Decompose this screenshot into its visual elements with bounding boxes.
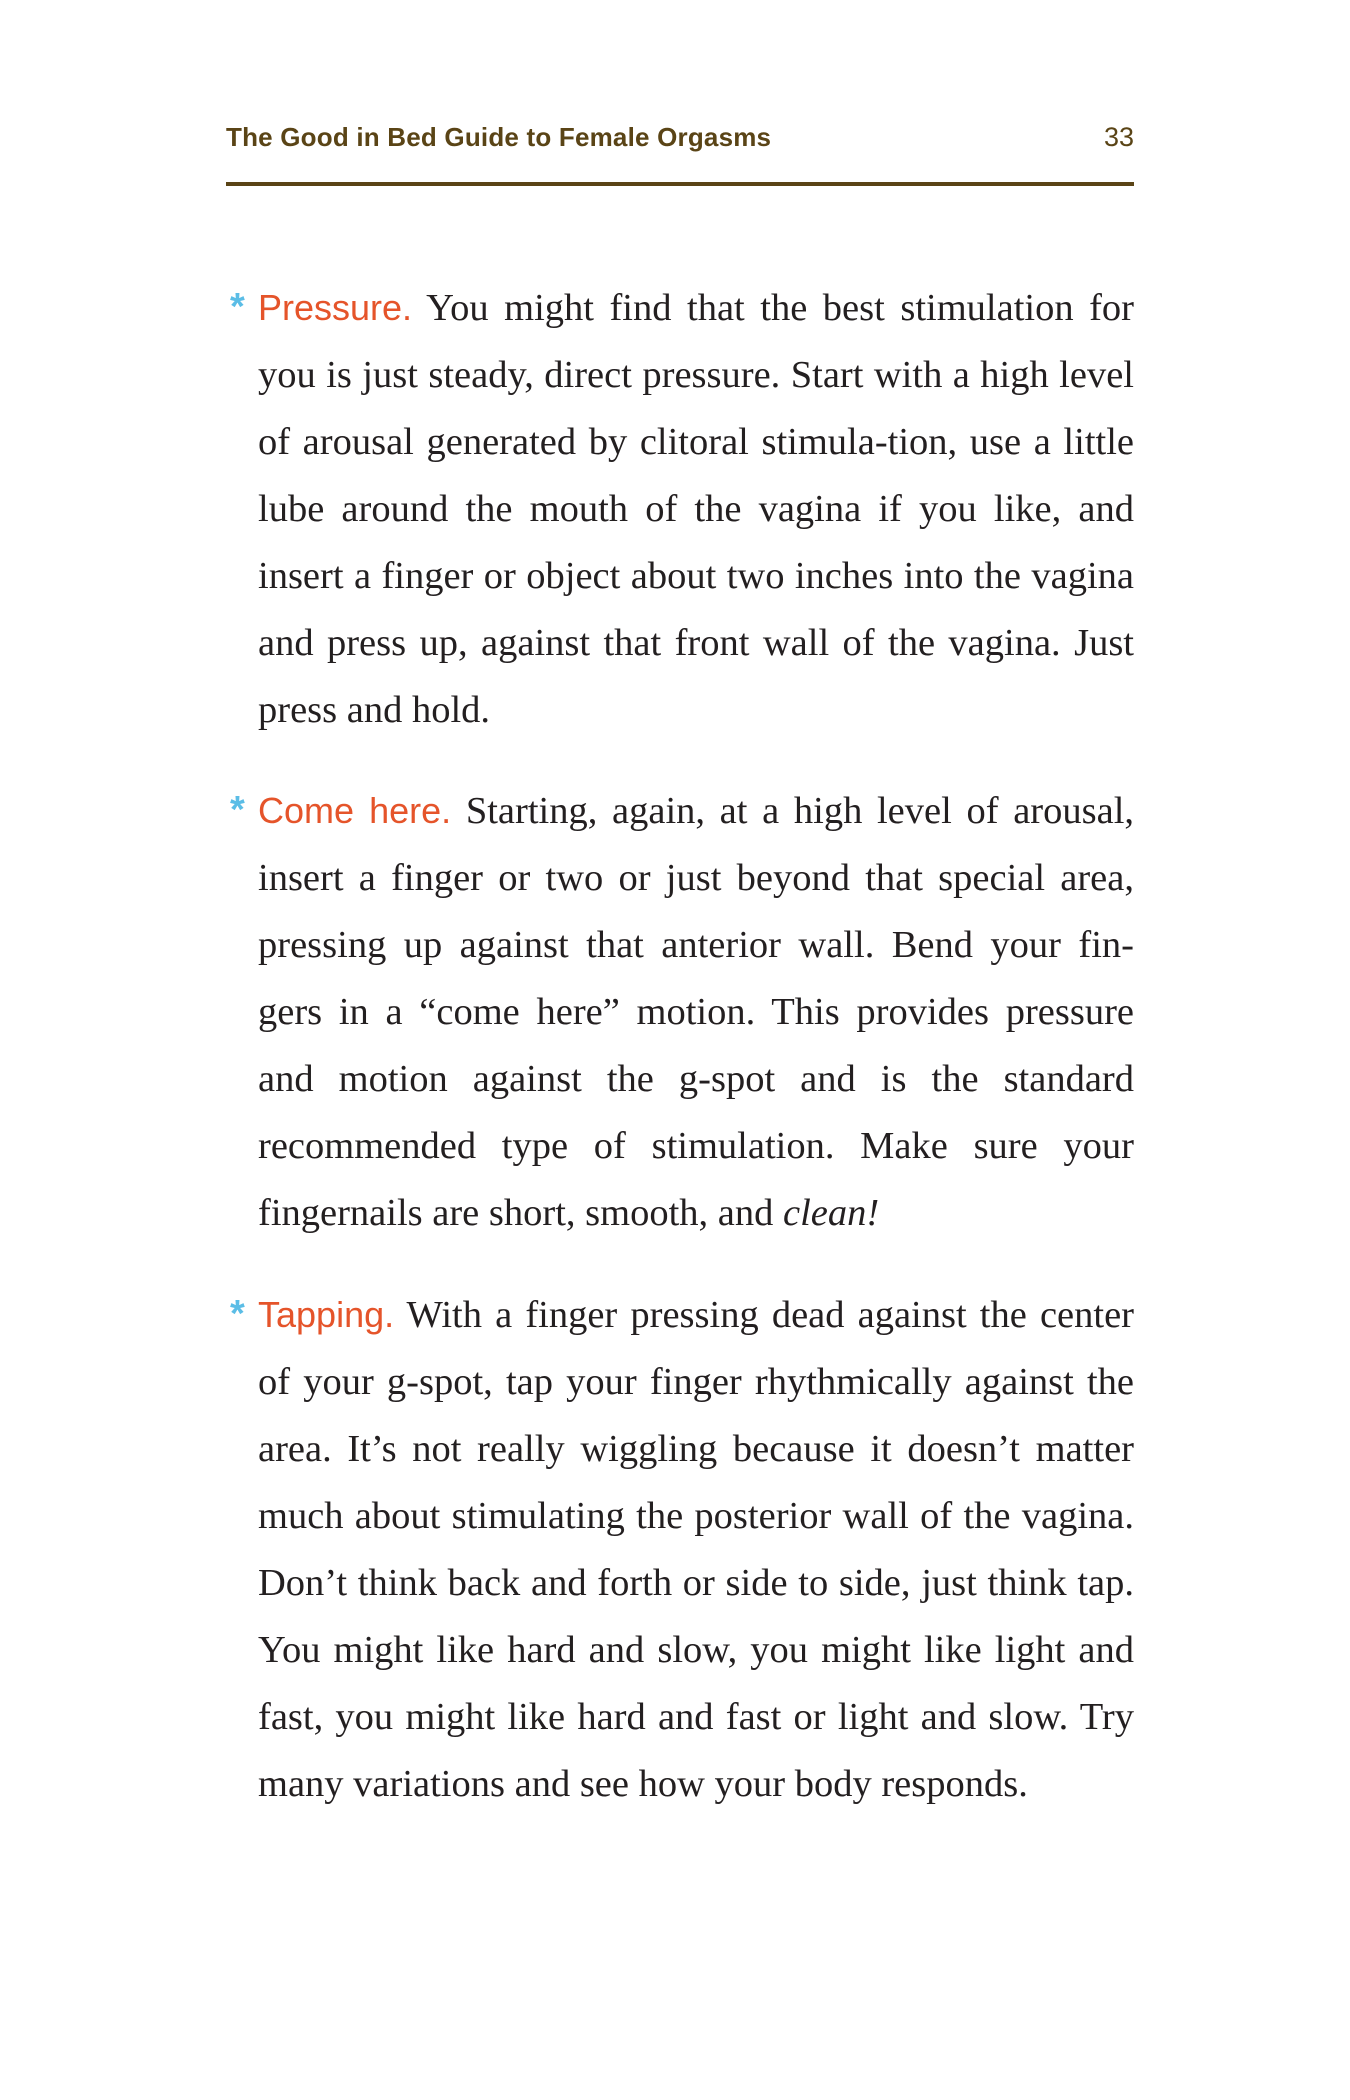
entry-pressure xyxy=(230,274,1134,744)
entry-text: Starting, again, at a high level of arousal, insert a finger or two or just beyond that special area, pressing up against that anterior wall. Bend your fin-gers in a “come here” motion. This provides pressure and motion against the g-spot and is the standard recommended type of stimulation. Make sure your fingernails are short, smooth, and xyxy=(258,790,1135,1234)
page-number: 33 xyxy=(1103,122,1134,152)
entry-term: Pressure. xyxy=(258,287,413,328)
entry-come-here xyxy=(230,777,1135,1247)
asterisk-bullet-icon: * xyxy=(230,286,245,328)
entry-tapping xyxy=(230,1281,1134,1818)
header-rule xyxy=(226,182,1134,186)
entry-text: With a finger pressing dead against the center of your g-spot, tap your finger rhythmically against the area. It’s not really wiggling because it doesn’t matter much about stimulating the posterior wall of the vagina. Don’t think back and forth or side to side, just think tap. You might like hard and slow, you might like light and fast, you might like hard and fast or light and slow. Try many variations and see how your body responds. xyxy=(258,1294,1134,1805)
entry-term: Tapping. xyxy=(258,1294,395,1335)
entry-term: Come here. xyxy=(258,790,452,831)
asterisk-bullet-icon: * xyxy=(230,1293,245,1335)
running-head xyxy=(226,122,1134,162)
asterisk-bullet-icon: * xyxy=(230,789,245,831)
book-title: The Good in Bed Guide to Female Orgasms xyxy=(226,122,772,152)
entry-text: You might find that the best stimulation for you is just steady, direct pressure. Start with a high level of arousal generated by clitoral stimula-tion, use a little lube around the mouth of the vagina if you like, and insert a finger or object about two inches into the vagina and press up, against that front wall of the vagina. Just press and hold. xyxy=(258,287,1134,731)
entry-emphasis: clean! xyxy=(782,1192,880,1234)
